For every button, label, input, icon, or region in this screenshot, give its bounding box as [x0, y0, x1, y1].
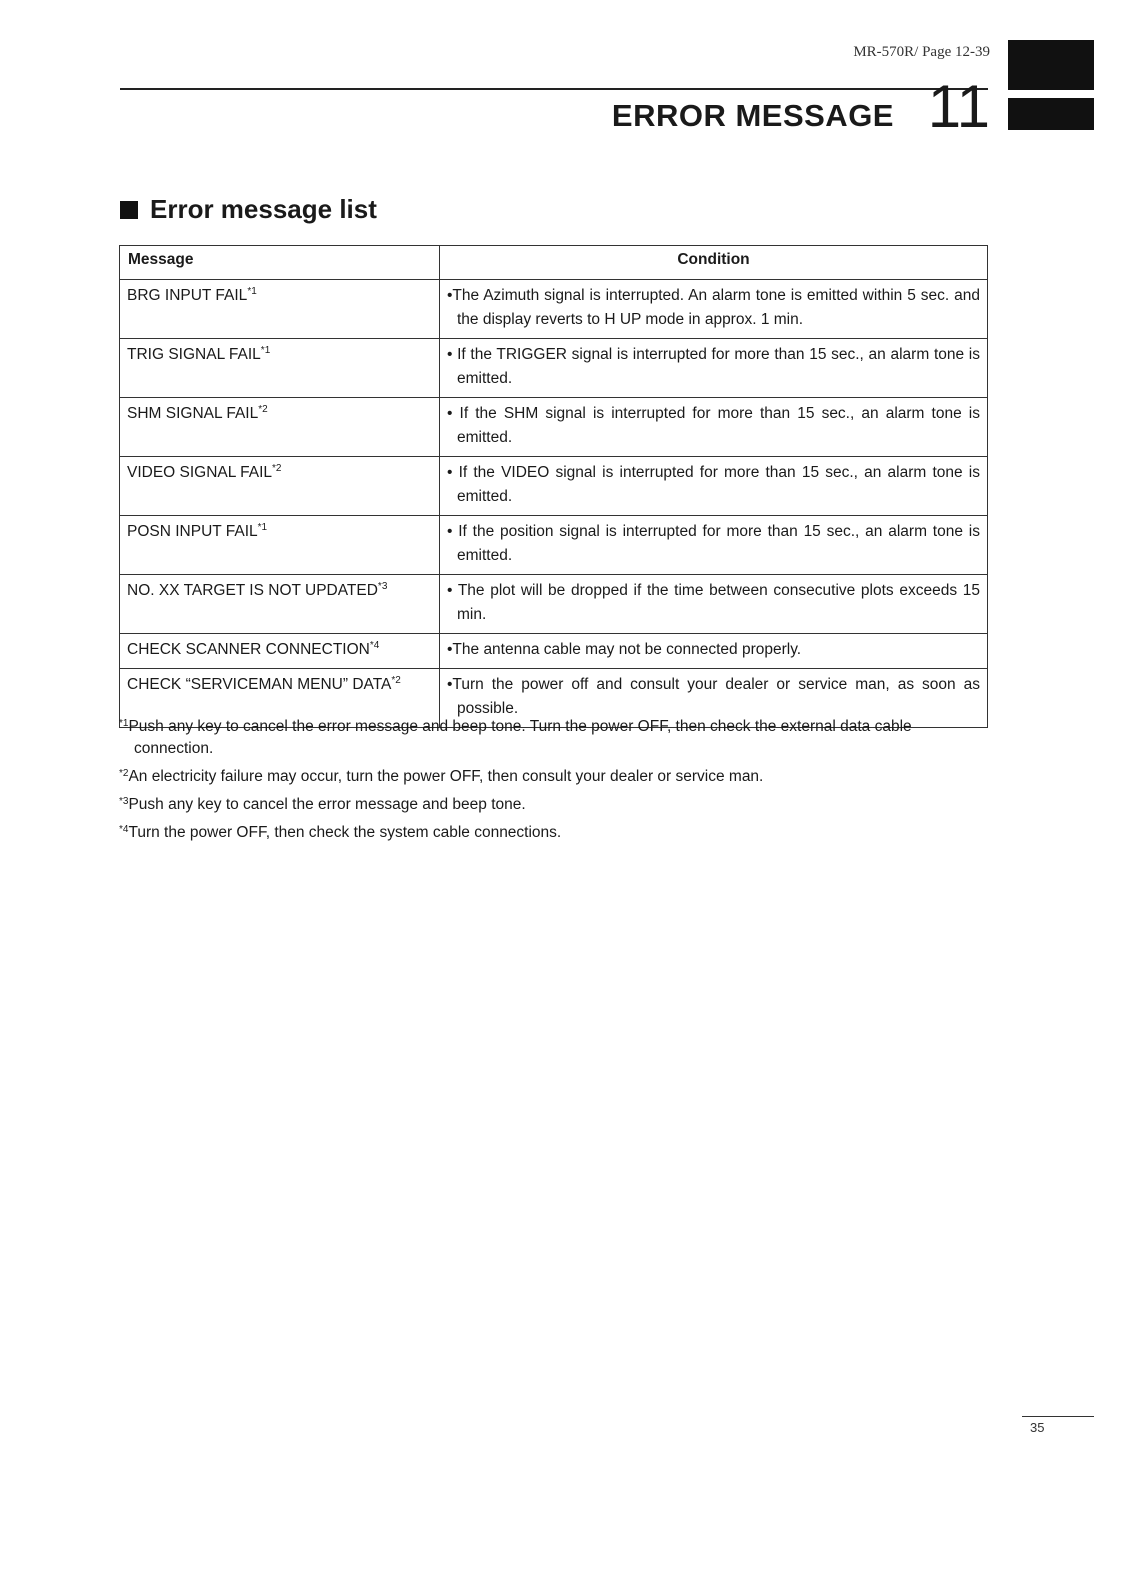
message-cell — [120, 575, 440, 634]
page-number: 35 — [1030, 1420, 1045, 1435]
footnote — [119, 794, 989, 816]
chapter-tab-marker — [1008, 40, 1094, 90]
message-text: POSN INPUT FAIL — [127, 523, 258, 540]
chapter-title: ERROR MESSAGE — [611, 98, 894, 133]
table-row — [120, 339, 988, 398]
note-mark: *3 — [377, 581, 388, 592]
note-mark: *2 — [391, 675, 401, 686]
table-header-row — [120, 246, 988, 280]
column-header-condition: Condition — [440, 246, 988, 280]
message-text: TRIG SIGNAL FAIL — [127, 346, 261, 363]
footnote — [119, 716, 989, 760]
table-row — [120, 634, 988, 669]
message-cell — [120, 634, 440, 669]
footnote-text: Push any key to cancel the error message and beep tone. Turn the power OFF, then check the external data cable connection. — [128, 718, 912, 757]
footnote-mark: *2 — [119, 768, 129, 779]
condition-text: • The plot will be dropped if the time between consecutive plots exceeds 15 min. — [447, 582, 980, 623]
condition-cell — [440, 457, 988, 516]
table-row — [120, 398, 988, 457]
footnote-mark: *1 — [119, 718, 129, 729]
table-row — [120, 516, 988, 575]
footer-rule — [1022, 1416, 1094, 1417]
footnotes — [119, 716, 989, 850]
footnote-text: An electricity failure may occur, turn the power OFF, then consult your dealer or service man. — [128, 768, 764, 785]
condition-cell — [440, 516, 988, 575]
note-mark: *1 — [260, 345, 271, 356]
section-heading-text: Error message list — [150, 194, 377, 224]
note-mark: *2 — [258, 404, 268, 415]
condition-text: • If the TRIGGER signal is interrupted for more than 15 sec., an alarm tone is emitted. — [447, 346, 980, 387]
condition-text: •The Azimuth signal is interrupted. An alarm tone is emitted within 5 sec. and the display reverts to H UP mode in approx. 1 min. — [447, 287, 980, 328]
square-bullet-icon — [120, 201, 138, 219]
message-text: VIDEO SIGNAL FAIL — [127, 464, 273, 481]
message-cell — [120, 398, 440, 457]
table-row — [120, 457, 988, 516]
message-cell — [120, 457, 440, 516]
condition-cell — [440, 398, 988, 457]
error-message-table — [119, 245, 988, 728]
message-text: SHM SIGNAL FAIL — [127, 405, 259, 422]
message-text: NO. XX TARGET IS NOT UPDATED — [127, 582, 378, 599]
message-cell — [120, 280, 440, 339]
note-mark: *2 — [272, 463, 282, 474]
section-heading — [120, 194, 377, 225]
note-mark: *1 — [247, 286, 257, 297]
table-row — [120, 575, 988, 634]
condition-text: •Turn the power off and consult your dealer or service man, as soon as possible. — [447, 676, 980, 717]
footnote-mark: *3 — [119, 796, 129, 807]
note-mark: *1 — [257, 522, 268, 533]
message-text: CHECK SCANNER CONNECTION — [127, 641, 370, 658]
condition-text: • If the SHM signal is interrupted for more than 15 sec., an alarm tone is emitted. — [447, 405, 980, 446]
table-row — [120, 280, 988, 339]
message-cell — [120, 339, 440, 398]
condition-cell — [440, 634, 988, 669]
condition-cell — [440, 575, 988, 634]
footnote-mark: *4 — [119, 824, 129, 835]
chapter-number: 11 — [927, 73, 990, 140]
message-cell — [120, 516, 440, 575]
message-text: BRG INPUT FAIL — [127, 287, 248, 304]
condition-text: • If the VIDEO signal is interrupted for more than 15 sec., an alarm tone is emitted. — [447, 464, 980, 505]
condition-text: • If the position signal is interrupted for more than 15 sec., an alarm tone is emitted. — [447, 523, 980, 564]
column-header-message: Message — [120, 246, 440, 280]
condition-cell — [440, 280, 988, 339]
document-reference: MR-570R/ Page 12-39 — [853, 44, 990, 60]
header-rule — [120, 88, 988, 90]
note-mark: *4 — [369, 640, 380, 651]
footnote — [119, 822, 989, 844]
message-text: CHECK “SERVICEMAN MENU” DATA — [127, 676, 392, 693]
footnote — [119, 766, 989, 788]
chapter-tab-marker-lower — [1008, 98, 1094, 130]
condition-cell — [440, 339, 988, 398]
condition-text: •The antenna cable may not be connected properly. — [447, 641, 802, 658]
footnote-text: Turn the power OFF, then check the system cable connections. — [128, 824, 562, 841]
footnote-text: Push any key to cancel the error message and beep tone. — [128, 796, 526, 813]
